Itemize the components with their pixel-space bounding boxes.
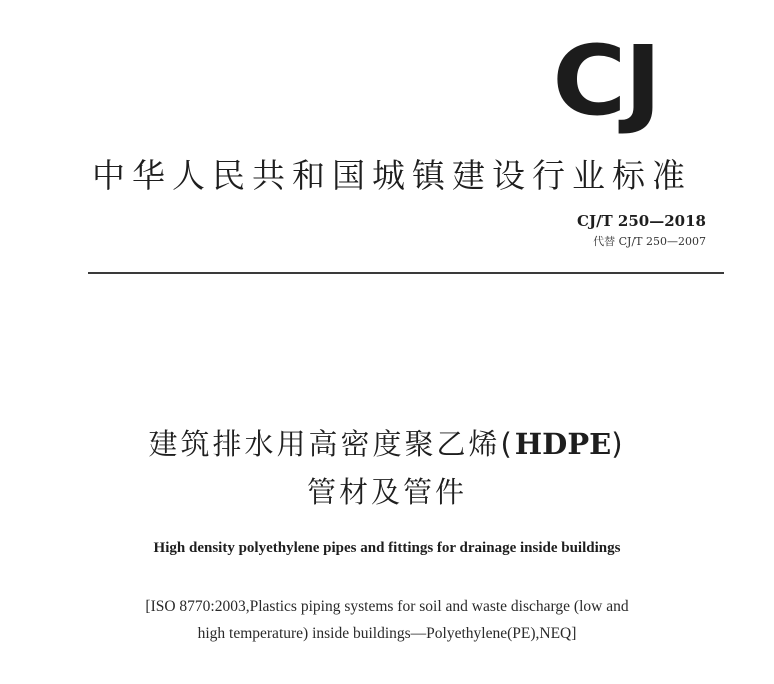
title-en: High density polyethylene pipes and fittings for drainage inside buildings (153, 540, 621, 556)
title-cn-line1 (0, 422, 774, 463)
title-cn-latin: HDPE (514, 427, 612, 461)
divider-rule (88, 272, 724, 274)
reference-line-1: [ISO 8770:2003,Plastics piping systems for soil and waste discharge (low and (145, 598, 629, 615)
standard-code: CJ/T 250—2018 (577, 212, 706, 230)
title-cn-suffix: ) (611, 427, 626, 461)
title-cn-prefix: 建筑排水用高密度聚乙烯( (148, 427, 515, 461)
title-cn-line2: 管材及管件 (306, 475, 467, 509)
reference-line-2: high temperature) inside buildings—Polyethylene(PE),NEQ] (197, 625, 577, 642)
replaces-standard: 代替 CJ/T 250—2007 (593, 235, 706, 248)
reference-standard (0, 593, 774, 647)
standard-category-heading: 中华人民共和国城镇建设行业标准 (92, 156, 692, 195)
cj-logo: CJ (552, 25, 660, 137)
